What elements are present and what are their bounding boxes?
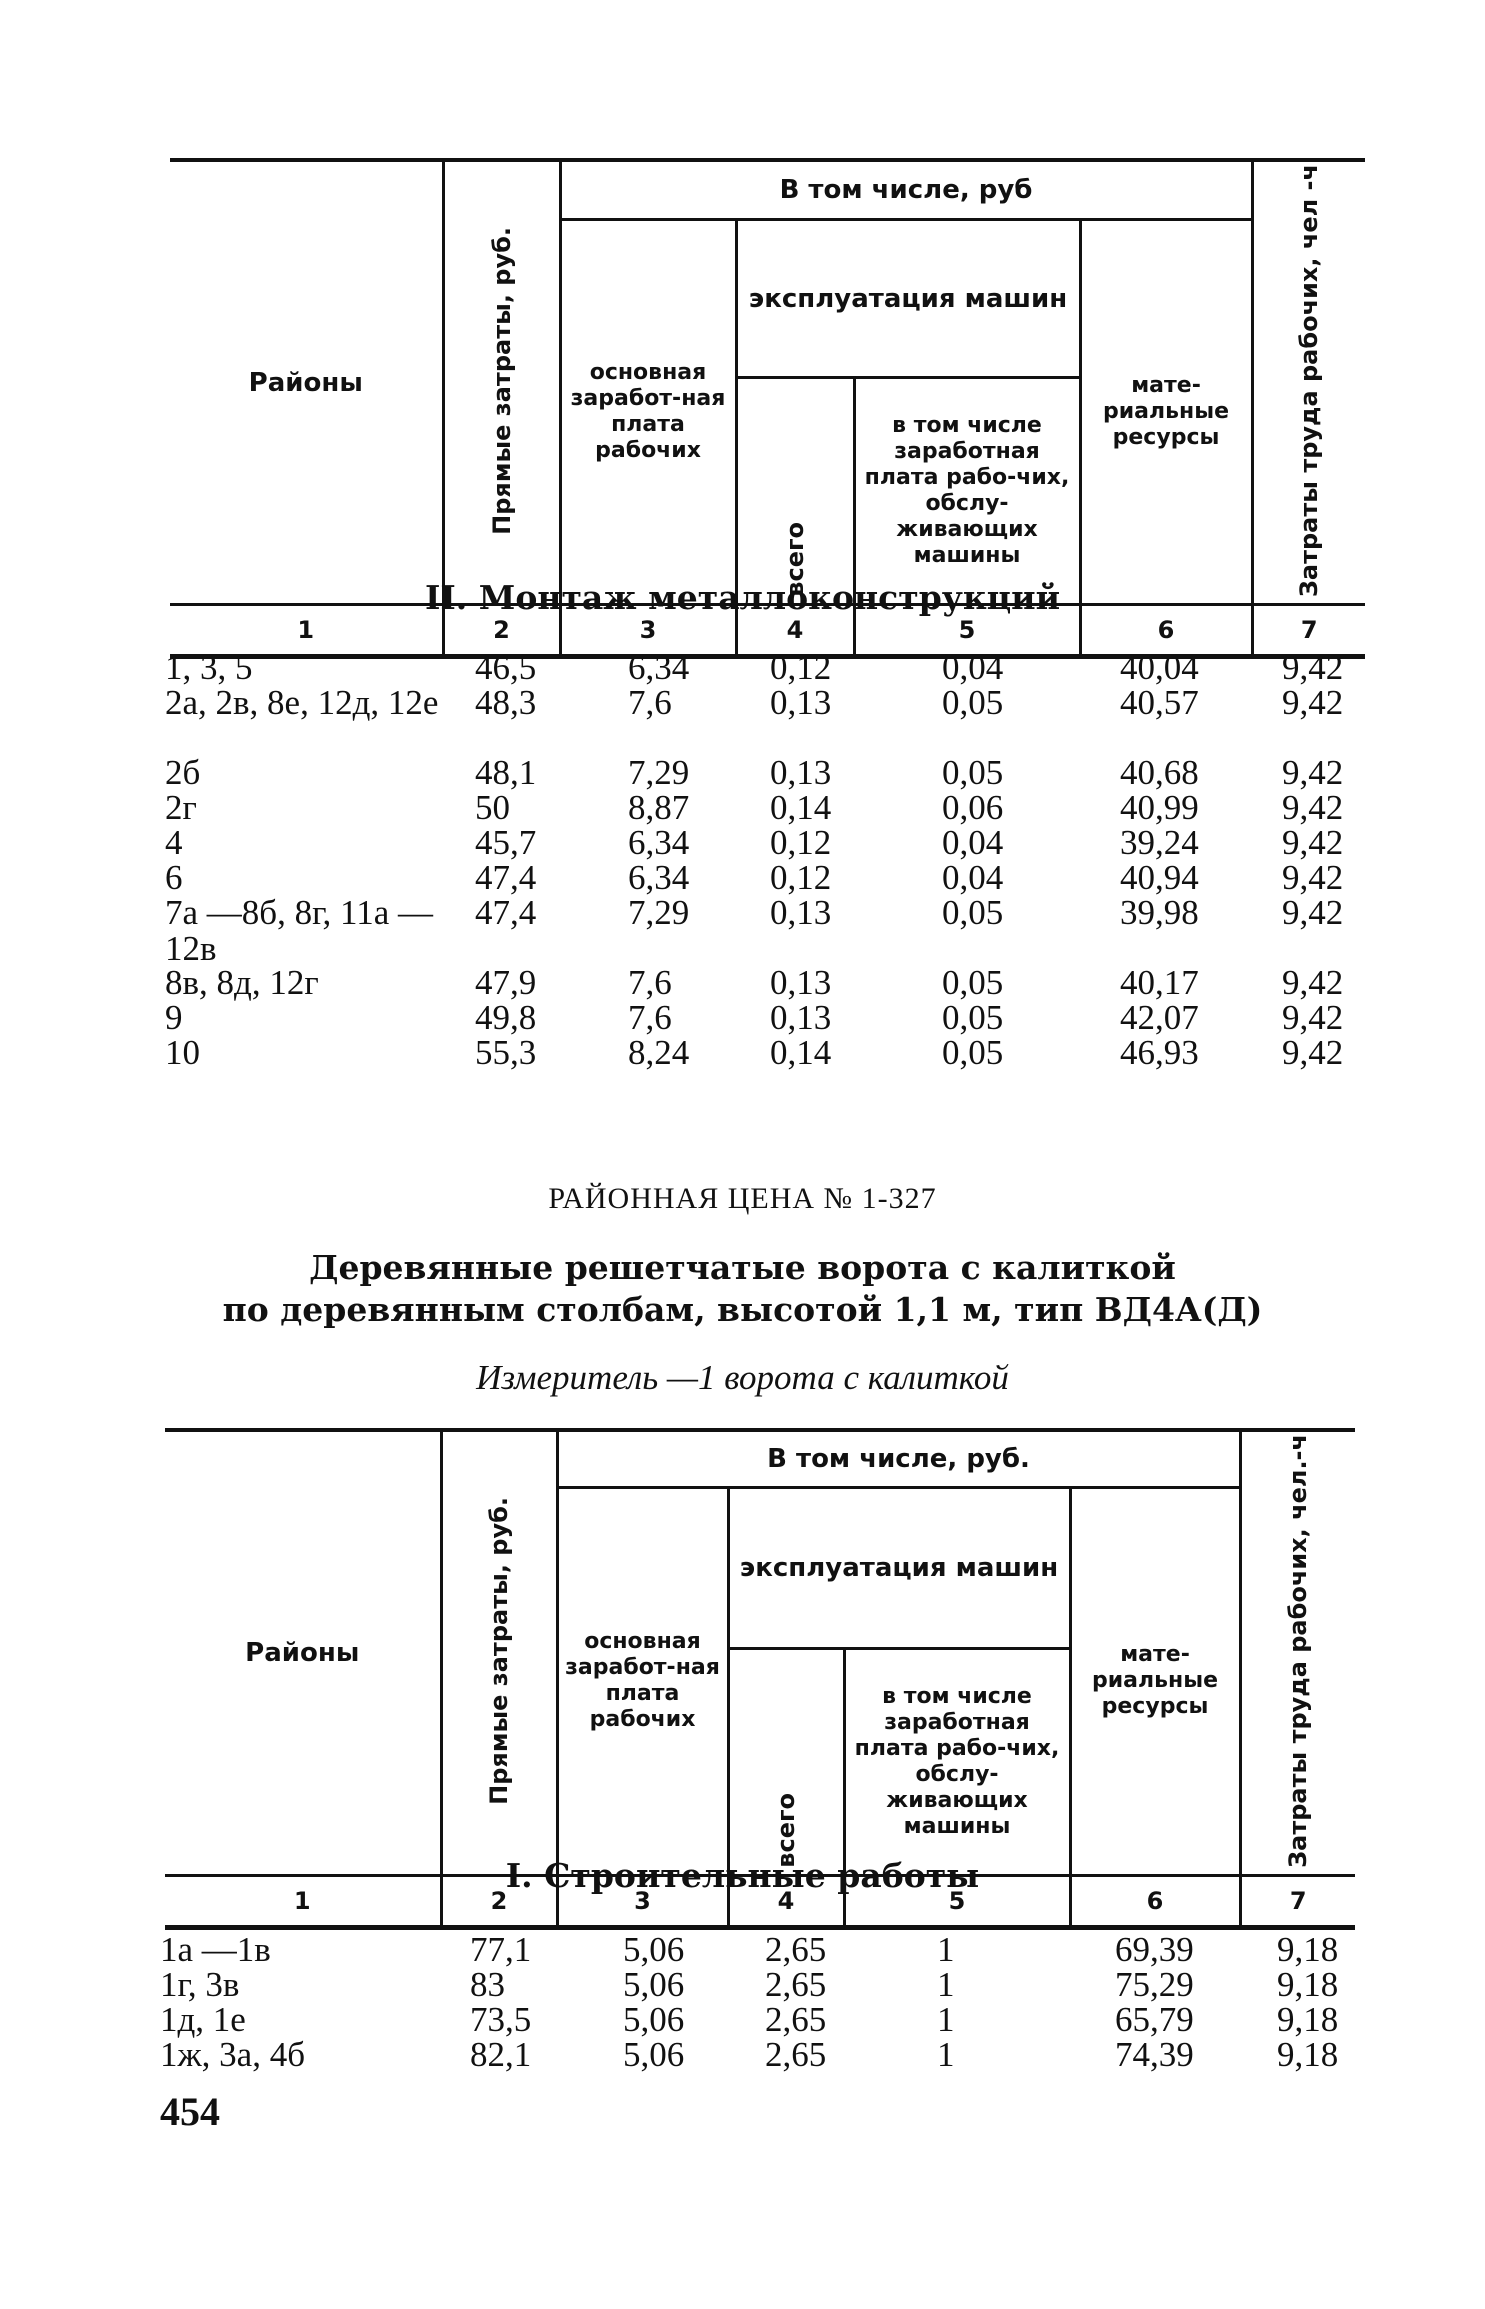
value-cell: 40,17 [1120, 963, 1199, 1002]
col-total-header-2: всего [728, 1648, 844, 1875]
col-num-6: 6 [1070, 1875, 1240, 1927]
value-cell: 0,05 [942, 1033, 1004, 1072]
table-row [160, 755, 1365, 790]
value-cell: 0,04 [942, 823, 1004, 862]
value-cell: 1 [937, 1930, 955, 1969]
region-cell: 2б [165, 753, 201, 792]
value-cell: 5,06 [623, 2000, 685, 2039]
value-cell: 0,05 [942, 893, 1004, 932]
value-cell: 47,4 [475, 858, 537, 897]
value-cell: 46,93 [1120, 1033, 1199, 1072]
value-cell: 6,34 [628, 858, 690, 897]
value-cell: 0,13 [770, 963, 832, 1002]
value-cell: 7,29 [628, 893, 690, 932]
col-direct-costs-header-2: Прямые затраты, руб. [441, 1430, 557, 1875]
value-cell: 0,13 [770, 753, 832, 792]
table1-section-title: II. Монтаж металлоконструкций [424, 578, 1061, 617]
value-cell: 6,34 [628, 823, 690, 862]
value-cell: 2,65 [765, 1965, 827, 2004]
value-cell: 7,6 [628, 963, 672, 1002]
value-cell: 9,42 [1282, 753, 1344, 792]
price-heading: РАЙОННАЯ ЦЕНА № 1-327 [548, 1182, 937, 1215]
value-cell: 0,13 [770, 998, 832, 1037]
region-cell: 1а —1в [160, 1930, 271, 1969]
table2-section-title: I. Строительные работы [505, 1856, 980, 1895]
region-cell: 1г, 3в [160, 1965, 240, 2004]
col-num-4: 4 [728, 1875, 844, 1927]
value-cell: 0,14 [770, 1033, 832, 1072]
col-num-1: 1 [170, 605, 443, 657]
col-machine-wage-header-2: в том числе заработная плата рабо-чих, обслу-живающих машины [844, 1648, 1070, 1875]
value-cell: 73,5 [470, 2000, 532, 2039]
table-row [155, 2002, 1360, 2037]
value-cell: 40,94 [1120, 858, 1199, 897]
value-cell: 40,57 [1120, 683, 1199, 722]
value-cell: 5,06 [623, 1965, 685, 2004]
value-cell: 7,6 [628, 998, 672, 1037]
value-cell: 2,65 [765, 1930, 827, 1969]
value-cell: 5,06 [623, 1930, 685, 1969]
col-num-2: 2 [441, 1875, 557, 1927]
value-cell: 9,42 [1282, 998, 1344, 1037]
title-line-2: по деревянным столбам, высотой 1,1 м, тип ВД4А(Д) [222, 1290, 1263, 1329]
value-cell: 9,42 [1282, 788, 1344, 827]
value-cell: 74,39 [1115, 2035, 1194, 2074]
value-cell: 9,42 [1282, 648, 1344, 687]
value-cell: 0,05 [942, 753, 1004, 792]
value-cell: 40,99 [1120, 788, 1199, 827]
value-cell: 7,6 [628, 683, 672, 722]
col-machine-operation-header-2: эксплуатация машин [728, 1488, 1070, 1649]
col-base-wage-header-2: основная заработ-ная плата рабочих [557, 1488, 728, 1876]
col-materials-header-2: мате-риальные ресурсы [1070, 1488, 1240, 1876]
value-cell: 9,42 [1282, 823, 1344, 862]
value-cell: 48,1 [475, 753, 537, 792]
value-cell: 42,07 [1120, 998, 1199, 1037]
value-cell: 48,3 [475, 683, 537, 722]
col-total-header: всего [736, 378, 854, 605]
col-num-5: 5 [854, 605, 1080, 657]
value-cell: 9,18 [1277, 2000, 1339, 2039]
region-cell: 6 [165, 858, 183, 897]
col-regions-header-2: Районы [165, 1430, 441, 1875]
col-including-header: В том числе, руб [560, 160, 1252, 220]
col-num-1: 1 [165, 1875, 441, 1927]
page-number: 454 [160, 2089, 220, 2134]
col-num-2: 2 [443, 605, 560, 657]
value-cell: 77,1 [470, 1930, 532, 1969]
col-materials-header: мате-риальные ресурсы [1080, 220, 1252, 605]
region-cell: 7а —8б, 8г, 11а —12в [165, 893, 433, 968]
value-cell: 82,1 [470, 2035, 532, 2074]
value-cell: 75,29 [1115, 1965, 1194, 2004]
value-cell: 55,3 [475, 1033, 537, 1072]
value-cell: 0,14 [770, 788, 832, 827]
col-num-7: 7 [1252, 605, 1365, 657]
value-cell: 0,13 [770, 683, 832, 722]
value-cell: 65,79 [1115, 2000, 1194, 2039]
region-cell: 2а, 2в, 8е, 12д, 12е [165, 683, 439, 722]
value-cell: 0,04 [942, 648, 1004, 687]
region-cell: 4 [165, 823, 183, 862]
table-row [160, 1000, 1365, 1035]
value-cell: 9,18 [1277, 1965, 1339, 2004]
value-cell: 45,7 [475, 823, 537, 862]
value-cell: 49,8 [475, 998, 537, 1037]
value-cell: 47,4 [475, 893, 537, 932]
region-cell: 1, 3, 5 [165, 648, 253, 687]
region-cell: 1ж, 3а, 4б [160, 2035, 306, 2074]
col-num-5: 5 [844, 1875, 1070, 1927]
value-cell: 40,68 [1120, 753, 1199, 792]
measure-unit: Измеритель —1 ворота с калиткой [476, 1358, 1009, 1397]
value-cell: 0,05 [942, 963, 1004, 1002]
region-cell: 9 [165, 998, 183, 1037]
value-cell: 9,18 [1277, 1930, 1339, 1969]
value-cell: 46,5 [475, 648, 537, 687]
table-row [160, 790, 1365, 825]
col-including-header-2: В том числе, руб. [557, 1430, 1240, 1488]
value-cell: 47,9 [475, 963, 537, 1002]
region-cell: 8в, 8д, 12г [165, 963, 319, 1002]
table2-body [155, 1932, 1360, 2072]
value-cell: 83 [470, 1965, 505, 2004]
col-num-3: 3 [557, 1875, 728, 1927]
value-cell: 40,04 [1120, 648, 1199, 687]
value-cell: 9,42 [1282, 963, 1344, 1002]
col-regions-header: Районы [170, 160, 443, 605]
value-cell: 8,24 [628, 1033, 690, 1072]
table-row [155, 1967, 1360, 2002]
value-cell: 9,42 [1282, 893, 1344, 932]
table-row [160, 825, 1365, 860]
value-cell: 0,12 [770, 648, 832, 687]
value-cell: 8,87 [628, 788, 690, 827]
region-cell: 10 [165, 1033, 200, 1072]
table-row [160, 965, 1365, 1000]
value-cell: 0,05 [942, 998, 1004, 1037]
value-cell: 5,06 [623, 2035, 685, 2074]
table1-body [160, 650, 1365, 1070]
region-cell: 1д, 1е [160, 2000, 246, 2039]
table-row [160, 1035, 1365, 1070]
table-row [160, 893, 1365, 968]
col-num-4: 4 [736, 605, 854, 657]
table-row [155, 2037, 1360, 2072]
table2-header [165, 1428, 1355, 1930]
title-line-1: Деревянные решетчатые ворота с калиткой [309, 1248, 1176, 1287]
col-num-6: 6 [1080, 605, 1252, 657]
value-cell: 2,65 [765, 2035, 827, 2074]
value-cell: 0,12 [770, 823, 832, 862]
value-cell: 9,42 [1282, 683, 1344, 722]
value-cell: 0,05 [942, 683, 1004, 722]
col-machine-operation-header: эксплуатация машин [736, 220, 1080, 378]
table-row [160, 650, 1365, 685]
value-cell: 1 [937, 2035, 955, 2074]
col-base-wage-header: основная заработ-ная плата рабочих [560, 220, 736, 605]
value-cell: 7,29 [628, 753, 690, 792]
table-row [160, 685, 1365, 755]
value-cell: 1 [937, 2000, 955, 2039]
value-cell: 0,13 [770, 893, 832, 932]
value-cell: 39,24 [1120, 823, 1199, 862]
value-cell: 0,04 [942, 858, 1004, 897]
region-cell: 2г [165, 788, 197, 827]
value-cell: 1 [937, 1965, 955, 2004]
col-machine-wage-header: в том числе заработная плата рабо-чих, обслу-живающих машины [854, 378, 1080, 605]
value-cell: 0,06 [942, 788, 1004, 827]
table-row [160, 860, 1365, 895]
value-cell: 0,12 [770, 858, 832, 897]
col-labor-header: Затраты труда рабочих, чел -ч [1252, 160, 1365, 605]
col-num-3: 3 [560, 605, 736, 657]
value-cell: 9,42 [1282, 858, 1344, 897]
value-cell: 39,98 [1120, 893, 1199, 932]
value-cell: 9,42 [1282, 1033, 1344, 1072]
table-row [155, 1932, 1360, 1967]
value-cell: 69,39 [1115, 1930, 1194, 1969]
value-cell: 50 [475, 788, 510, 827]
value-cell: 9,18 [1277, 2035, 1339, 2074]
value-cell: 6,34 [628, 648, 690, 687]
col-direct-costs-header: Прямые затраты, руб. [443, 160, 560, 605]
col-num-7: 7 [1240, 1875, 1355, 1927]
value-cell: 2,65 [765, 2000, 827, 2039]
col-labor-header-2: Затраты труда рабочих, чел.-ч [1240, 1430, 1355, 1875]
